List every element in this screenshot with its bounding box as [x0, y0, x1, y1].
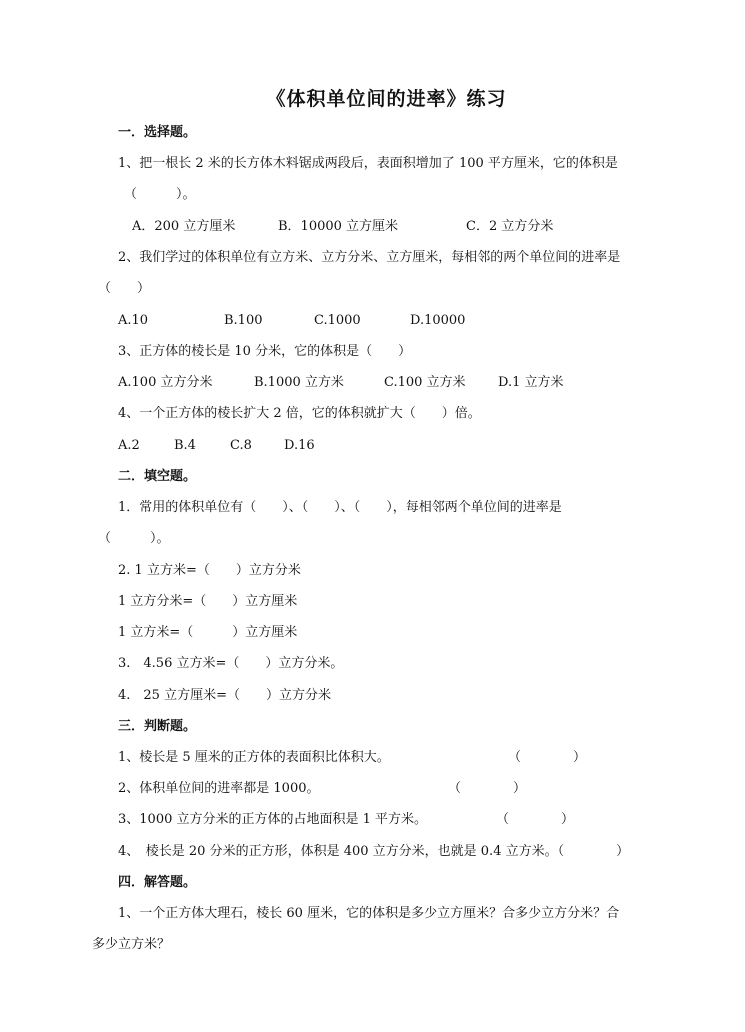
judge-question-2-blank: （ ）	[448, 781, 527, 796]
option-c: C.100 立方米	[384, 375, 466, 390]
choice-question-4-options	[0, 437, 745, 455]
solve-question-1-cont: 多少立方米？	[92, 937, 171, 952]
fill-question-1-blank: （ ）。	[98, 531, 170, 546]
option-c: C.1000	[314, 313, 361, 328]
option-b: B.100	[224, 313, 263, 328]
choice-question-1-blank: （ ）。	[124, 187, 196, 202]
judge-question-2: 2、体积单位间的进率都是 1000。	[118, 781, 320, 796]
option-a: A.100 立方分米	[118, 375, 213, 390]
choice-question-1-options	[0, 218, 745, 236]
fill-question-4: 4. 25 立方厘米=（ ）立方分米	[118, 688, 331, 703]
fill-question-2b: 1 立方分米=（ ）立方厘米	[118, 594, 298, 609]
option-b: B.4	[174, 438, 196, 453]
fill-question-3: 3. 4.56 立方米=（ ）立方分米。	[118, 656, 344, 671]
choice-question-3-options	[0, 374, 745, 392]
choice-question-2: 2、我们学过的体积单位有立方米、立方分米、立方厘米，每相邻的两个单位间的进率是	[118, 250, 621, 265]
judge-question-4: 4、 棱长是 20 分米的正方形，体积是 400 立方分米，也就是 0.4 立方米。（ ）	[118, 844, 630, 859]
choice-question-1: 1、把一根长 2 米的长方体木料锯成两段后，表面积增加了 100 平方厘米，它的体积是	[118, 156, 618, 171]
option-d: D.10000	[410, 313, 466, 328]
option-a: A.10	[118, 313, 149, 328]
judge-question-3-blank: （ ）	[496, 812, 575, 827]
fill-question-2c: 1 立方米=（ ）立方厘米	[118, 625, 298, 640]
worksheet-title: 《体积单位间的进率》练习	[266, 88, 507, 110]
section-heading-fill: 二．填空题。	[118, 469, 197, 484]
option-a: A．200 立方厘米	[132, 219, 236, 234]
choice-question-4: 4、一个正方体的棱长扩大 2 倍，它的体积就扩大（ ）倍。	[118, 406, 481, 421]
option-b: B.1000 立方米	[254, 375, 344, 390]
option-d: D.1 立方米	[498, 375, 564, 390]
option-b: B．10000 立方厘米	[278, 219, 399, 234]
judge-question-1: 1、棱长是 5 厘米的正方体的表面积比体积大。	[118, 750, 390, 765]
choice-question-2-blank: （ ）	[98, 281, 151, 296]
section-heading-choice: 一．选择题。	[118, 125, 197, 140]
fill-question-2: 2. 1 立方米=（ ）立方分米	[118, 563, 301, 578]
solve-question-1: 1、一个正方体大理石，棱长 60 厘米，它的体积是多少立方厘米？合多少立方分米？合	[118, 906, 620, 921]
option-d: D.16	[284, 438, 315, 453]
choice-question-2-options	[0, 312, 745, 330]
section-heading-solve: 四．解答题。	[118, 875, 197, 890]
option-c: C.8	[230, 438, 252, 453]
option-a: A.2	[118, 438, 140, 453]
choice-question-3: 3、正方体的棱长是 10 分米，它的体积是（ ）	[118, 344, 412, 359]
option-c: C．2 立方分米	[466, 219, 554, 234]
judge-question-1-blank: （ ）	[508, 750, 587, 765]
judge-question-3: 3、1000 立方分米的正方体的占地面积是 1 平方米。	[118, 812, 428, 827]
fill-question-1: 1．常用的体积单位有（ ）、（ ）、（ ），每相邻两个单位间的进率是	[118, 500, 562, 515]
section-heading-judge: 三．判断题。	[118, 719, 197, 734]
